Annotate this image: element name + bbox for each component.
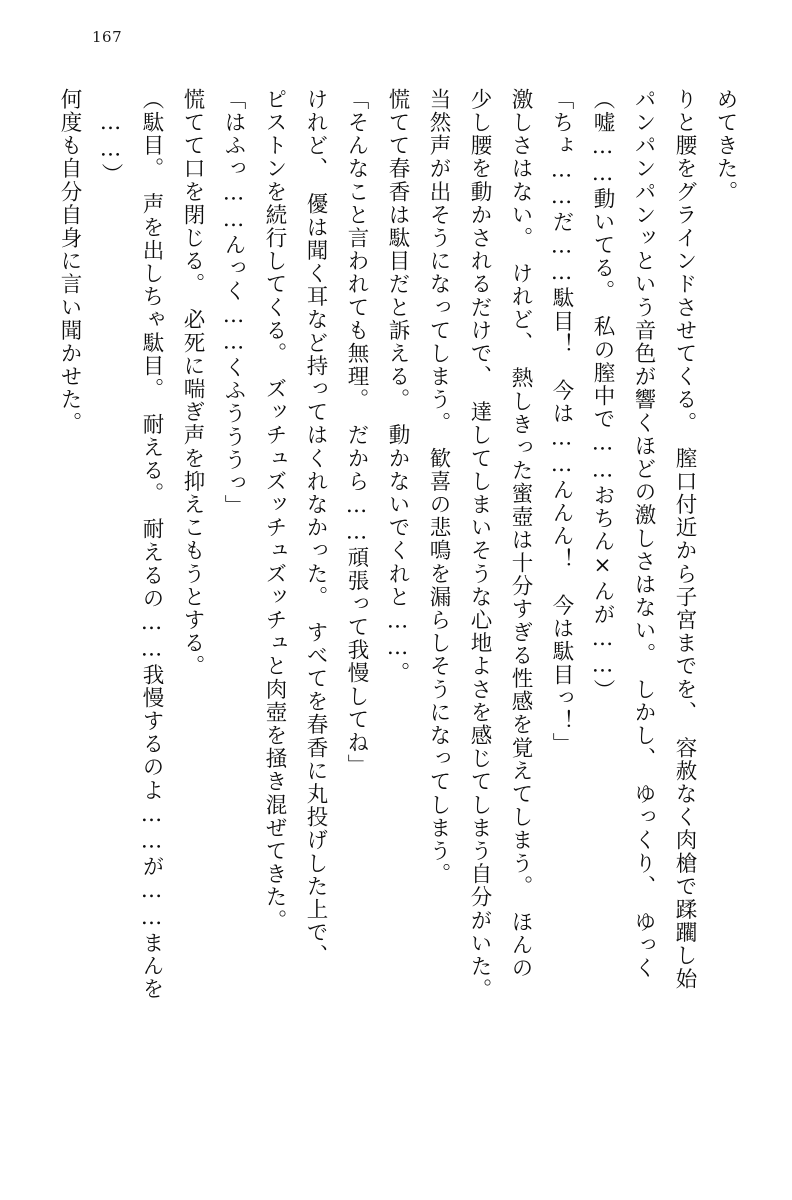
text-line: ピストンを続行してくる。 ズッチュズッチュズッチュと肉壺を掻き混ぜてきた。	[262, 88, 287, 932]
text-line: 少し腰を動かされるだけで、 達してしまいそうな心地よさを感じてしまう自分がいた。	[467, 88, 492, 1002]
text-line: めてきた。	[713, 88, 738, 204]
text-line: けれど、 優は聞く耳など持ってはくれなかった。 すべてを春香に丸投げした上で、	[303, 88, 328, 968]
vertical-text-body	[46, 88, 746, 1148]
text-line: りと腰をグラインドさせてくる。 膣口付近から子宮までを、 容赦なく肉槍で蹂躙し始	[672, 88, 697, 991]
text-line: ……）	[98, 110, 123, 187]
text-line: 激しさはない。 けれど、 熱しきった蜜壺は十分すぎる性感を覚えてしまう。 ほんの	[508, 88, 533, 980]
text-line: 何度も自分自身に言い聞かせた。	[57, 88, 82, 435]
text-line: 慌てて春香は駄目だと訴える。 動かないでくれと……。	[385, 88, 410, 685]
text-line: 「そんなこと言われても無理。 だから……頑張って我慢してね」	[344, 88, 369, 778]
text-line: （駄目。 声を出しちゃ駄目。 耐える。 耐えるの……我慢するのよ……が……まんを	[139, 88, 164, 1001]
text-line: （嘘……動いてる。 私の膣中で……おちん×んが……）	[590, 88, 615, 703]
text-line: 「はふっ……んっく……くふうううっ」	[221, 88, 246, 518]
page-number: 167	[92, 28, 123, 46]
text-line: パンパンパンッという音色が響くほどの激しさはない。 しかし、 ゆっくり、 ゆっく	[631, 88, 656, 980]
text-line: 慌てて口を閉じる。 必死に喘ぎ声を抑えこもうとする。	[180, 88, 205, 678]
text-line: 「ちょ……だ……駄目！ 今は……んんん！ 今は駄目っ！」	[549, 88, 574, 756]
text-line: 当然声が出そうになってしまう。 歓喜の悲鳴を漏らしそうになってしまう。	[426, 88, 451, 886]
